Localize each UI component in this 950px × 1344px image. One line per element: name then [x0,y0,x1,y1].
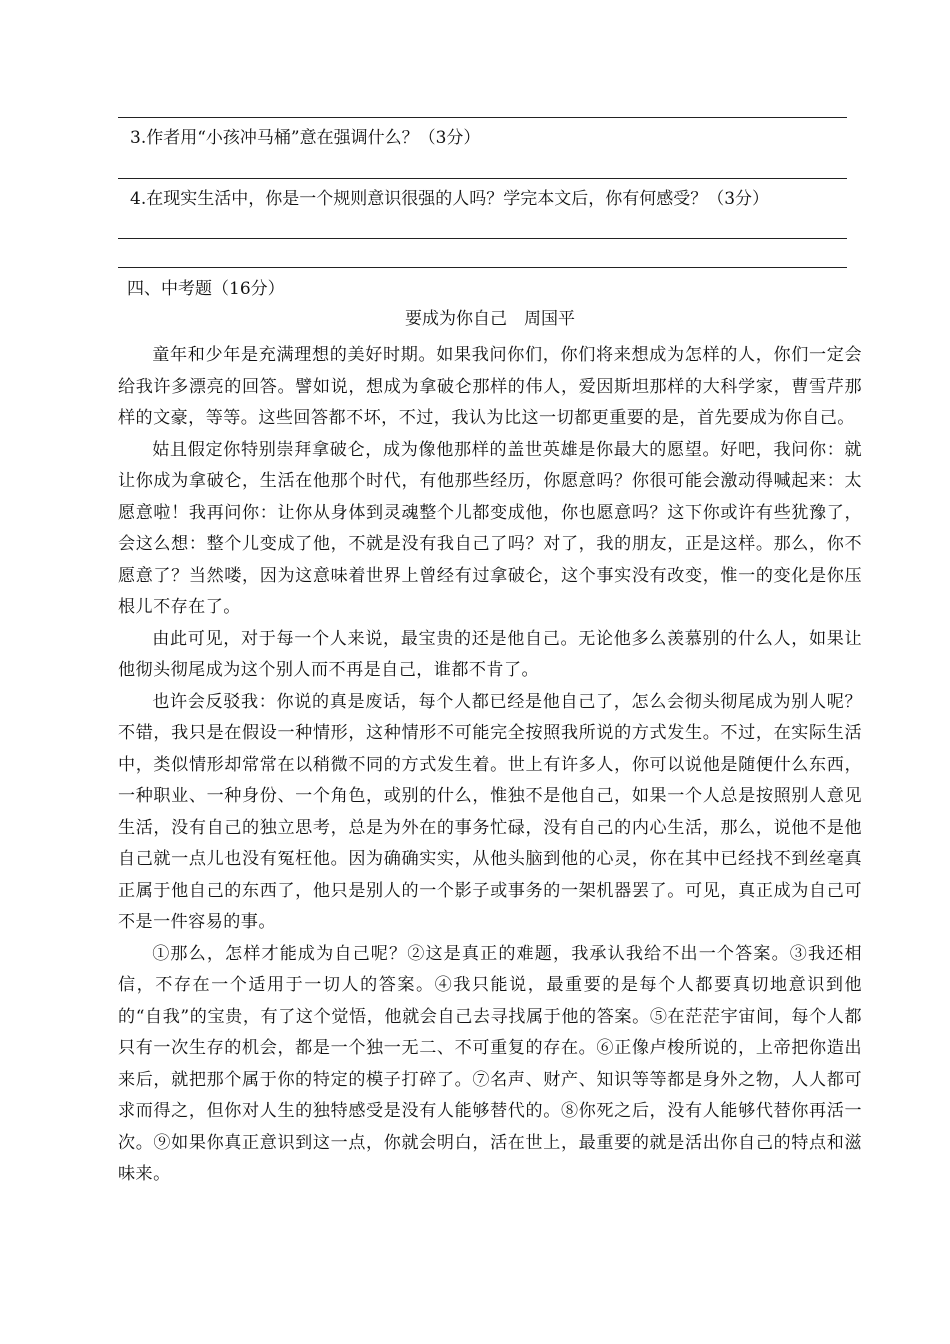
paragraph: 由此可见，对于每一个人来说，最宝贵的还是他自己。无论他多么羡慕别的什么人，如果让他彻头彻尾成为这个别人而不再是自己，谁都不肯了。 [118,628,862,680]
paragraph: ①那么，怎样才能成为自己呢？②这是真正的难题，我承认我给不出一个答案。③我还相信，不存在一个适用于一切人的答案。④我只能说，最重要的是每个人都要真切地意识到他的“自我”的宝贵，有了这个觉悟，他就会自己去寻找属于他的答案。⑤在茫茫宇宙间，每个人都只有一次生存的机会，都是一个独一无二、不可重复的存在。⑥正像卢梭所说的，上帝把你造出来后，就把那个属于你的特定的模子打碎了。⑦名声、财产、知识等等都是身外之物，人人都可求而得之，但你对人生的独特感受是没有人能够替代的。⑧你死之后，没有人能够代替你再活一次。⑨如果你真正意识到这一点，你就会明白，活在世上，最重要的就是活出你自己的特点和滋味来。 [118,943,862,1184]
paragraph: 童年和少年是充满理想的美好时期。如果我问你们，你们将来想成为怎样的人，你们一定会给我许多漂亮的回答。譬如说，想成为拿破仑那样的伟人，爱因斯坦那样的大科学家，曹雪芹那样的文豪，等等。这些回答都不坏，不过，我认为比这一切都更重要的是，首先要成为你自己。 [118,345,862,428]
answer-line[interactable] [118,117,847,118]
answer-line[interactable] [118,267,847,268]
article-title: 要成为你自己 周国平 [405,309,575,329]
paragraph: 姑且假定你特别崇拜拿破仑，成为像他那样的盖世英雄是你最大的愿望。好吧，我问你：就让你成为拿破仑，生活在他那个时代，有他那些经历，你愿意吗？你很可能会激动得喊起来：太愿意啦！我再问你：让你从身体到灵魂整个儿都变成他，你也愿意吗？这下你或许有些犹豫了，会这么想：整个儿变成了他，不就是没有我自己了吗？对了，我的朋友，正是这样。那么，你不愿意了？当然喽，因为这意味着世界上曾经有过拿破仑，这个事实没有改变，惟一的变化是你压根儿不存在了。 [118,439,862,617]
answer-line[interactable] [118,178,847,179]
paragraph: 也许会反驳我：你说的真是废话，每个人都已经是他自己了，怎么会彻头彻尾成为别人呢？不错，我只是在假设一种情形，这种情形不可能完全按照我所说的方式发生。不过，在实际生活中，类似情形却常常在以稍微不同的方式发生着。世上有许多人，你可以说他是随便什么东西，一种职业、一种身份、一个角色，或别的什么，惟独不是他自己，如果一个人总是按照别人意见生活，没有自己的独立思考，总是为外在的事务忙碌，没有自己的内心生活，那么，说他不是他自己就一点儿也没有冤枉他。因为确确实实，从他头脑到他的心灵，你在其中已经找不到丝毫真正属于他自己的东西了，他只是别人的一个影子或事务的一架机器罢了。可见，真正成为自己可不是一件容易的事。 [118,691,862,932]
article-body [118,340,862,1191]
question-3: 3.作者用“小孩冲马桶”意在强调什么？（3分） [130,128,481,148]
section-heading: 四、中考题（16分） [127,279,285,299]
answer-line[interactable] [118,238,847,239]
question-4: 4.在现实生活中，你是一个规则意识很强的人吗？学完本文后，你有何感受？（3分） [130,189,770,209]
